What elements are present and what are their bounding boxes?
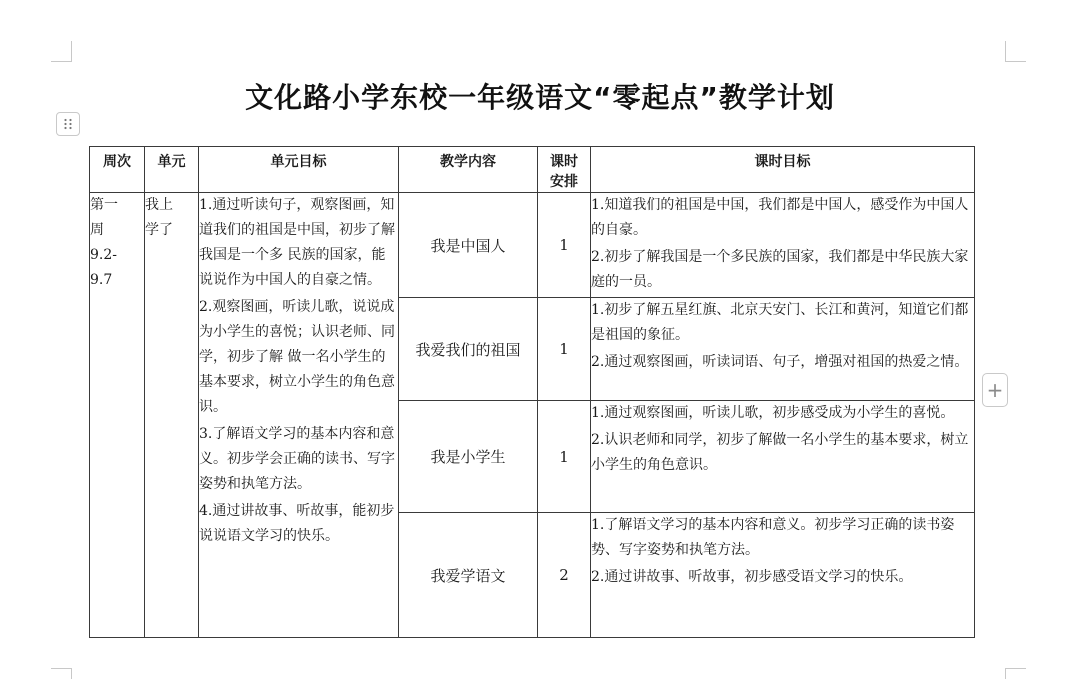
crop-mark-top-left — [51, 41, 72, 62]
content-cell: 我是中国人 — [399, 193, 538, 298]
unit-cell — [145, 193, 199, 638]
table-row — [90, 193, 975, 298]
unit-goals-cell — [199, 193, 399, 638]
hours-cell: 1 — [538, 298, 591, 401]
crop-mark-bottom-right — [1005, 668, 1026, 679]
lesson-goal-item: 2.初步了解我国是一个多民族的国家，我们都是中华民族大家庭的一员。 — [591, 249, 969, 290]
lesson-goal-item: 1.知道我们的祖国是中国，我们都是中国人，感受作为中国人的自豪。 — [591, 197, 969, 238]
unit-line: 学了 — [145, 222, 173, 238]
table-header-row — [90, 147, 975, 193]
lesson-goal-cell — [591, 298, 975, 401]
unit-line: 我上 — [145, 197, 173, 213]
header-hours-line1: 课时 — [550, 154, 578, 170]
header-content: 教学内容 — [399, 147, 538, 193]
crop-mark-top-right — [1005, 41, 1026, 62]
teaching-plan-table — [89, 146, 975, 638]
lesson-goal-item: 2.通过观察图画，听读词语、句子，增强对祖国的热爱之情。 — [591, 354, 969, 370]
content-cell: 我爱学语文 — [399, 513, 538, 638]
week-line: 9.2- — [90, 247, 117, 263]
header-unit-goal: 单元目标 — [199, 147, 399, 193]
lesson-goal-item: 2.认识老师和同学，初步了解做一名小学生的基本要求，树立小学生的角色意识。 — [591, 432, 969, 473]
content-cell: 我是小学生 — [399, 401, 538, 513]
hours-cell: 2 — [538, 513, 591, 638]
header-unit: 单元 — [145, 147, 199, 193]
week-line: 周 — [90, 222, 104, 238]
lesson-goal-cell — [591, 513, 975, 638]
hours-cell: 1 — [538, 401, 591, 513]
crop-mark-bottom-left — [51, 668, 72, 679]
lesson-goal-cell — [591, 401, 975, 513]
header-hours — [538, 147, 591, 193]
unit-goal-item: 2.观察图画，听读儿歌，说说成为小学生的喜悦；认识老师、同学，初步了解 做一名小学生的基本要求，树立小学生的角色意识。 — [199, 299, 395, 415]
week-line: 9.7 — [90, 272, 113, 288]
lesson-goal-item: 1.初步了解五星红旗、北京天安门、长江和黄河，知道它们都是祖国的象征。 — [591, 302, 969, 343]
lesson-goal-item: 1.了解语文学习的基本内容和意义。初步学习正确的读书姿势、写字姿势和执笔方法。 — [591, 517, 955, 558]
unit-goal-item: 3.了解语文学习的基本内容和意义。初步学会正确的读书、写字姿势和执笔方法。 — [199, 426, 395, 492]
lesson-goal-item: 2.通过讲故事、听故事，初步感受语文学习的快乐。 — [591, 569, 913, 585]
content-cell: 我爱我们的祖国 — [399, 298, 538, 401]
add-column-plus-icon[interactable]: + — [982, 373, 1008, 407]
hours-cell: 1 — [538, 193, 591, 298]
header-week: 周次 — [90, 147, 145, 193]
unit-goal-item: 1.通过听读句子，观察图画，知道我们的祖国是中国，初步了解我国是一个多 民族的国家，能说说作为中国人的自豪之情。 — [199, 197, 395, 288]
header-lesson-goal: 课时目标 — [591, 147, 975, 193]
week-line: 第一 — [90, 197, 118, 213]
lesson-goal-cell — [591, 193, 975, 298]
unit-goal-item: 4.通过讲故事、听故事，能初步说说语文学习的快乐。 — [199, 503, 395, 544]
header-hours-line2: 安排 — [550, 174, 578, 190]
lesson-goal-item: 1.通过观察图画，听读儿歌，初步感受成为小学生的喜悦。 — [591, 405, 955, 421]
week-cell — [90, 193, 145, 638]
document-title: 文化路小学东校一年级语文“零起点”教学计划 — [245, 81, 835, 114]
